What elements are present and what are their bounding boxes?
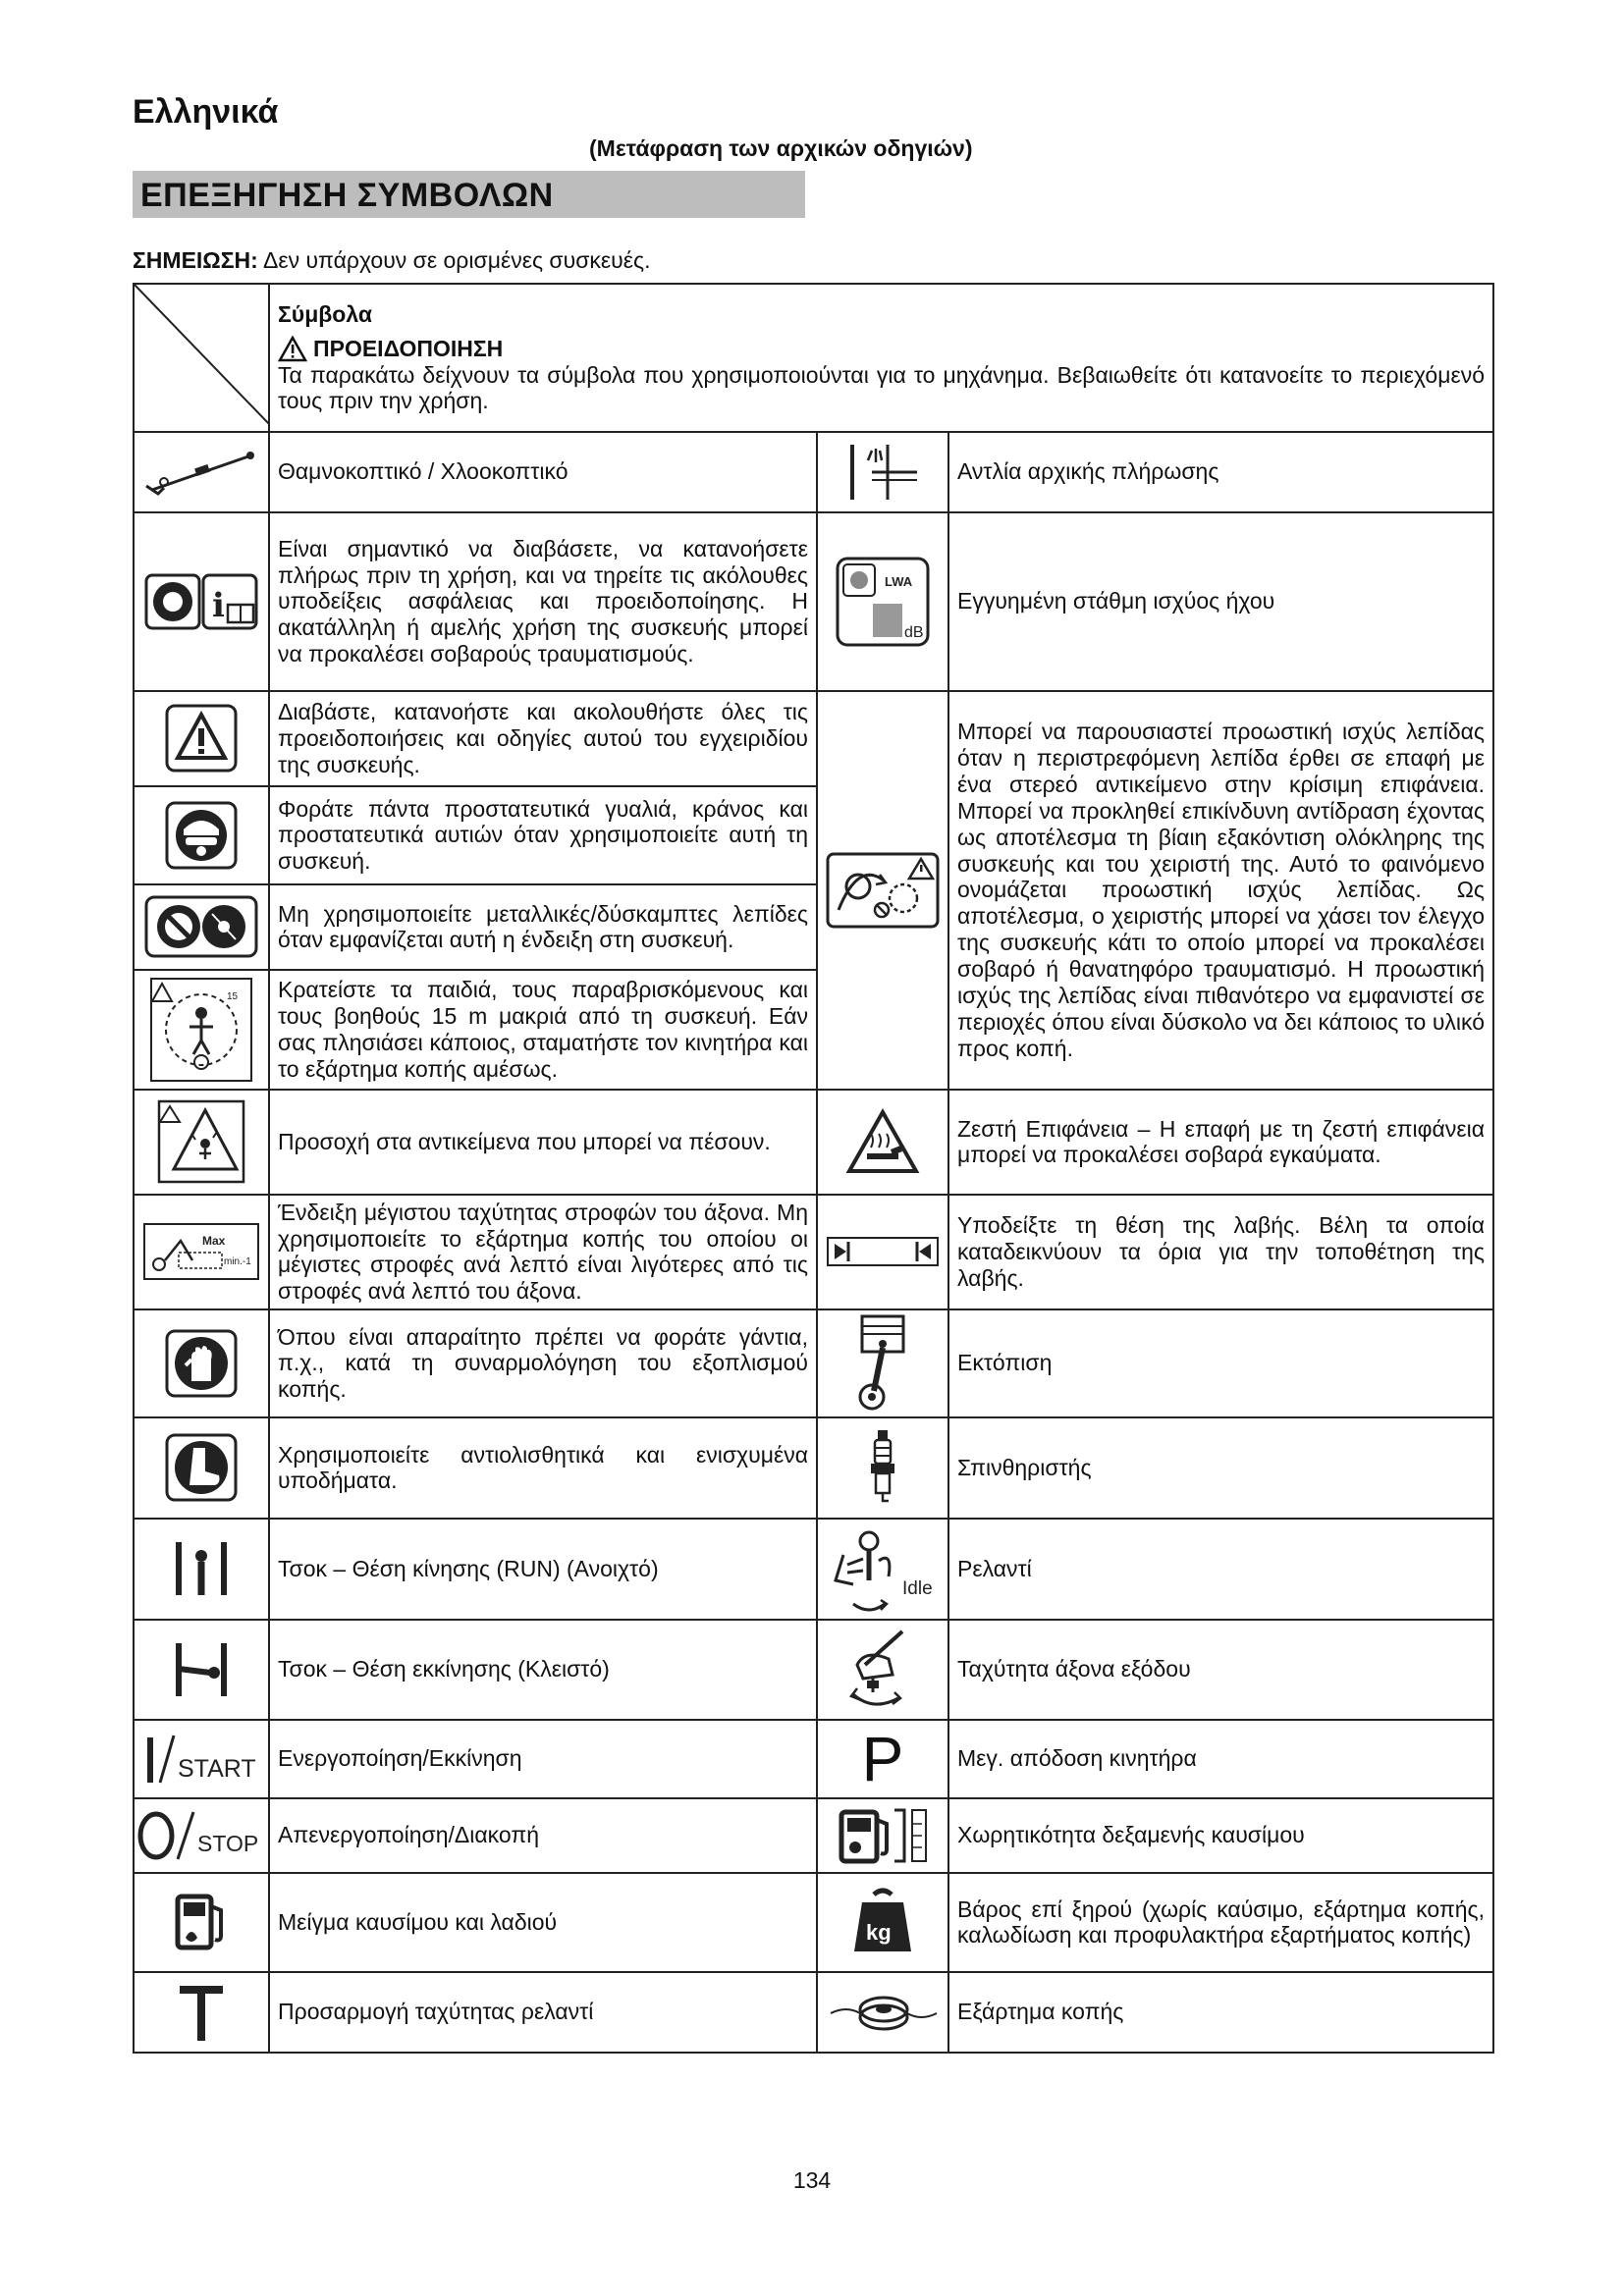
table-row xyxy=(134,1720,1493,1798)
note xyxy=(133,247,650,274)
table-header-cell xyxy=(269,284,1493,432)
cutting-attachment-text: Εξάρτημα κοπής xyxy=(948,1972,1493,2053)
primer-pump-icon xyxy=(817,432,948,512)
warning-triangle-icon xyxy=(134,691,269,786)
section-title-bar xyxy=(133,171,805,218)
idle-adjust-text: Προσαρμογή ταχύτητας ρελαντί xyxy=(269,1972,817,2053)
table-row xyxy=(134,1417,1493,1519)
section-title: ΕΠΕΞΗΓΗΣΗ ΣΥΜΒΟΛΩΝ xyxy=(140,177,554,214)
max-speed-text: Ένδειξη μέγιστου ταχύτητας στροφών του άξονα. Μη χρησιμοποιείτε το εξάρτημα κοπής του οποίου οι μέγιστες στροφές ανά λεπτό είναι λιγότερες από τις στροφές ανά λεπτό του άξονα. xyxy=(269,1195,817,1309)
handle-position-icon xyxy=(817,1195,948,1309)
language-heading: Ελληνικά xyxy=(133,93,279,131)
max-power-icon xyxy=(817,1720,948,1798)
keep-distance-icon xyxy=(134,970,269,1090)
falling-objects-icon xyxy=(134,1090,269,1195)
dry-weight-text: Βάρος επί ξηρού (χωρίς καύσιμο, εξάρτημα κοπής, καλωδίωση και προφυλακτήρα εξαρτήματος κοπής) xyxy=(948,1873,1493,1972)
boots-text: Χρησιμοποιείτε αντιολισθητικά και ενισχυμένα υποδήματα. xyxy=(269,1417,817,1519)
svg-text:15: 15 xyxy=(227,990,239,1002)
displacement-icon xyxy=(817,1309,948,1417)
db-label: dB xyxy=(904,623,924,641)
max-label: Max xyxy=(202,1234,226,1249)
no-metal-blade-icon xyxy=(134,884,269,970)
brushcutter-text: Θαμνοκοπτικό / Χλοοκοπτικό xyxy=(269,432,817,512)
spark-plug-text: Σπινθηριστής xyxy=(948,1417,1493,1519)
switch-start-text: Ενεργοποίηση/Εκκίνηση xyxy=(269,1720,817,1798)
fuel-tank-capacity-text: Χωρητικότητα δεξαμενής καυσίμου xyxy=(948,1798,1493,1873)
note-label: ΣΗΜΕΙΩΣΗ: xyxy=(133,247,258,273)
kg-label: kg xyxy=(866,1920,892,1946)
read-manual-text: Είναι σημαντικό να διαβάσετε, να κατανοήσετε πλήρως πριν τη χρήση, και να τηρείτε τις ακόλουθες υποδείξεις ασφάλειας και προειδοποίησης. Η ακατάλληλη ή αμελής χρήση της συσκευής μπορεί να προκαλέσει σοβαρούς τραυματισμούς. xyxy=(269,512,817,691)
idle-icon xyxy=(817,1519,948,1620)
fuel-tank-capacity-icon xyxy=(817,1798,948,1873)
max-speed-icon xyxy=(134,1195,269,1309)
boots-icon xyxy=(134,1417,269,1519)
switch-stop-icon xyxy=(134,1798,269,1873)
table-row xyxy=(134,1309,1493,1417)
handle-position-text: Υποδείξτε τη θέση της λαβής. Βέλη τα οποία καταδεικνύουν τα όρια για την τοποθέτηση της λαβής. xyxy=(948,1195,1493,1309)
switch-stop-text: Απενεργοποίηση/Διακοπή xyxy=(269,1798,817,1873)
page-number: 134 xyxy=(792,2167,832,2193)
keep-distance-text: Κρατείστε τα παιδιά, τους παραβρισκόμενους και τους βοηθούς 15 m μακριά από τη συσκευή. Εάν σας πλησιάσει κάποιος, σταματήστε τον κινητήρα και το εξάρτημα κοπής αμέσως. xyxy=(269,970,817,1090)
translation-subtitle: (Μετάφραση των αρχικών οδηγιών) xyxy=(589,135,973,161)
table-row xyxy=(134,1972,1493,2053)
no-metal-blade-text: Μη χρησιμοποιείτε μεταλλικές/δύσκαμπτες λεπίδες όταν εμφανίζεται αυτή η ένδειξη στη συσκευή. xyxy=(269,884,817,970)
choke-run-icon xyxy=(134,1519,269,1620)
table-row xyxy=(134,432,1493,512)
choke-run-text: Τσοκ – Θέση κίνησης (RUN) (Ανοιχτό) xyxy=(269,1519,817,1620)
choke-start-text: Τσοκ – Θέση εκκίνησης (Κλειστό) xyxy=(269,1620,817,1720)
gloves-icon xyxy=(134,1309,269,1417)
table-row xyxy=(134,512,1493,691)
table-row xyxy=(134,1873,1493,1972)
max-power-text: Μεγ. απόδοση κινητήρα xyxy=(948,1720,1493,1798)
warning-label: ΠΡΟΕΙΔΟΠΟΙΗΣΗ xyxy=(313,335,504,361)
symbols-table xyxy=(133,283,1494,2054)
max-power-label: P xyxy=(861,1723,904,1794)
hot-surface-text: Ζεστή Επιφάνεια – Η επαφή με τη ζεστή επιφάνεια μπορεί να προκαλέσει σοβαρά εγκαύματα. xyxy=(948,1090,1493,1195)
table-row xyxy=(134,1798,1493,1873)
note-text: Δεν υπάρχουν σε ορισμένες συσκευές. xyxy=(257,247,651,273)
fuel-mix-text: Μείγμα καυσίμου και λαδιού xyxy=(269,1873,817,1972)
kickback-icon xyxy=(817,691,948,1090)
table-row xyxy=(134,691,1493,786)
gloves-text: Όπου είναι απαραίτητο πρέπει να φοράτε γάντια, π.χ., κατά τη συναρμολόγηση του εξοπλισμού κοπής. xyxy=(269,1309,817,1417)
warning-triangle-icon xyxy=(278,336,307,362)
sound-power-text: Εγγυημένη στάθμη ισχύος ήχου xyxy=(948,512,1493,691)
primer-pump-text: Αντλία αρχικής πλήρωσης xyxy=(948,432,1493,512)
idle-text: Ρελαντί xyxy=(948,1519,1493,1620)
choke-start-icon xyxy=(134,1620,269,1720)
brushcutter-icon xyxy=(134,432,269,512)
head-protection-text: Φοράτε πάντα προστατευτικά γυαλιά, κράνος και προστατευτικά αυτιών όταν χρησιμοποιείτε αυτή τη συσκευή. xyxy=(269,786,817,884)
kickback-text: Μπορεί να παρουσιαστεί προωστική ισχύς λεπίδας όταν η περιστρεφόμενη λεπίδα έρθει σε επαφή με ένα στερεό αντικείμενο στην κρίσιμη επιφάνεια. Μπορεί να προκληθεί επικίνδυνη αντίδραση έχοντας ως αποτέλεσμα τη βίαιη εξακόντιση ολόκληρης της συσκευής και του χειριστή της. Αυτό το φαινόμενο ονομάζεται προωστική ισχύς λεπίδας. Ως αποτέλεσμα, ο χειριστής μπορεί να χάσει τον έλεγχο της συσκευής κάτι το οποίο μπορεί να προκαλέσει σοβαρό ή θανατηφόρο τραυματισμό. Η προωστική ισχύς της λεπίδας είναι πιθανότερο να εμφανιστεί σε περιοχές όπου είναι δύσκολο να δει κάποιος το υλικό προς κοπή. xyxy=(948,691,1493,1090)
output-shaft-speed-text: Ταχύτητα άξονα εξόδου xyxy=(948,1620,1493,1720)
min-label: min.-1 xyxy=(224,1256,251,1268)
warning-line xyxy=(278,336,1485,362)
table-row xyxy=(134,1519,1493,1620)
sound-power-icon xyxy=(817,512,948,691)
falling-objects-text: Προσοχή στα αντικείμενα που μπορεί να πέσουν. xyxy=(269,1090,817,1195)
cutting-attachment-icon xyxy=(817,1972,948,2053)
start-label: START xyxy=(178,1754,256,1783)
switch-start-icon xyxy=(134,1720,269,1798)
warning-text: Διαβάστε, κατανοήστε και ακολουθήστε όλες τις προειδοποιήσεις και οδηγίες αυτού του εγχειριδίου της συσκευής. xyxy=(269,691,817,786)
idle-label: Idle xyxy=(902,1578,933,1600)
table-row xyxy=(134,1195,1493,1309)
symbols-intro: Τα παρακάτω δείχνουν τα σύμβολα που χρησιμοποιούνται για το μηχάνημα. Βεβαιωθείτε ότι κατανοείτε το περιεχόμενό τους πριν την χρήση. xyxy=(278,361,1486,414)
spark-plug-icon xyxy=(817,1417,948,1519)
hot-surface-icon xyxy=(817,1090,948,1195)
stop-label: STOP xyxy=(197,1830,259,1856)
read-manual-icon xyxy=(134,512,269,691)
diagonal-line xyxy=(135,285,270,425)
dry-weight-icon xyxy=(817,1873,948,1972)
diagonal-corner-cell xyxy=(134,284,269,432)
idle-adjust-icon xyxy=(134,1972,269,2053)
svg-text:i: i xyxy=(212,585,225,625)
table-header-row xyxy=(134,284,1493,432)
displacement-text: Εκτόπιση xyxy=(948,1309,1493,1417)
head-protection-icon xyxy=(134,786,269,884)
symbols-heading: Σύμβολα xyxy=(278,300,372,327)
table-row xyxy=(134,1090,1493,1195)
fuel-mix-icon xyxy=(134,1873,269,1972)
table-row xyxy=(134,1620,1493,1720)
lwa-label: LWA xyxy=(885,573,913,589)
output-shaft-speed-icon xyxy=(817,1620,948,1720)
